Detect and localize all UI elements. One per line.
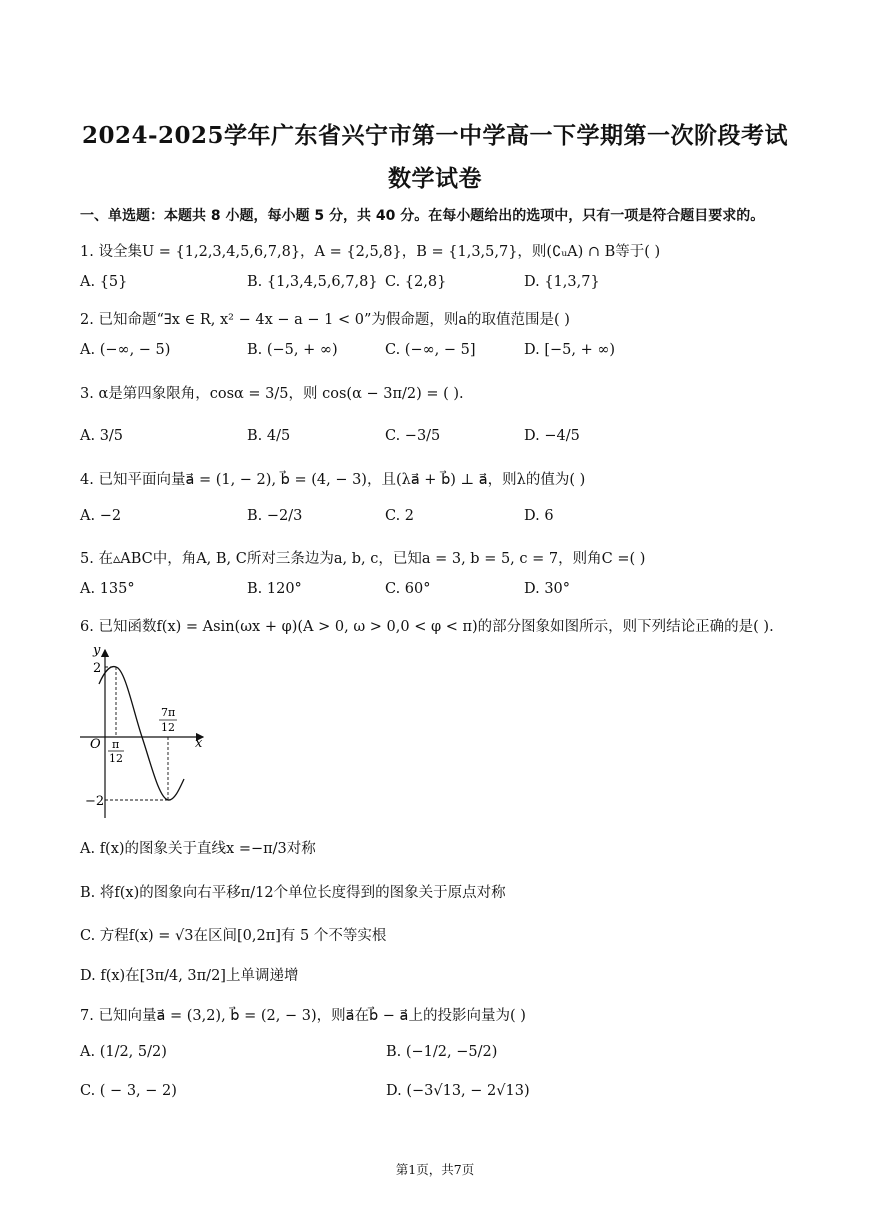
q1-option-c: C. {2,8} — [385, 274, 447, 290]
q7-option-d: D. (−3√13, − 2√13) — [386, 1083, 530, 1099]
q2-option-c: C. (−∞, − 5] — [385, 342, 476, 358]
x-axis-label: x — [195, 736, 203, 751]
sine-graph — [75, 640, 215, 820]
q7-option-b: B. (−1/2, −5/2) — [386, 1044, 498, 1060]
x-tick1-numerator: π — [112, 738, 120, 751]
q3-option-d: D. −4/5 — [524, 428, 580, 444]
q4-option-c: C. 2 — [385, 508, 415, 524]
q1-option-a: A. {5} — [80, 274, 128, 290]
q1-option-d: D. {1,3,7} — [524, 274, 600, 290]
page-subtitle: 数学试卷 — [388, 165, 482, 192]
q3-option-b: B. 4/5 — [247, 428, 291, 444]
x-tick1-denominator: 12 — [109, 752, 123, 765]
question-2: 2. 已知命题“∃x ∈ R, x² − 4x − a − 1 < 0”为假命题，则a的取值范围是( ) — [80, 312, 570, 328]
q4-option-b: B. −2/3 — [247, 508, 303, 524]
q6-option-b: B. 将f(x)的图象向右平移π/12个单位长度得到的图象关于原点对称 — [80, 885, 506, 901]
x-tick2-numerator: 7π — [161, 706, 176, 719]
origin-label: O — [90, 737, 101, 752]
q5-option-a: A. 135° — [80, 581, 135, 597]
q5-option-d: D. 30° — [524, 581, 571, 597]
q5-option-c: C. 60° — [385, 581, 431, 597]
question-7: 7. 已知向量a⃗ = (3,2), b⃗ = (2, − 3)，则a⃗在b⃗ − a⃗上的投影向量为( ) — [80, 1008, 526, 1024]
y-max-label: 2 — [93, 661, 102, 676]
q6-option-d: D. f(x)在[3π/4, 3π/2]上单调递增 — [80, 968, 299, 984]
x-tick2-denominator: 12 — [161, 721, 175, 734]
page-footer: 第1页，共7页 — [395, 1162, 475, 1177]
section-heading: 一、单选题：本题共 8 小题，每小题 5 分，共 40 分。在每小题给出的选项中，只有一项是符合题目要求的。 — [80, 208, 765, 224]
y-min-label: −2 — [85, 794, 105, 809]
q6-option-a: A. f(x)的图象关于直线x =−π/3对称 — [80, 841, 316, 857]
q4-option-d: D. 6 — [524, 508, 554, 524]
q7-option-c: C. ( − 3, − 2) — [80, 1083, 177, 1099]
q6-option-c: C. 方程f(x) = √3在区间[0,2π]有 5 个不等实根 — [80, 928, 387, 944]
question-3: 3. α是第四象限角，cosα = 3/5，则 cos(α − 3π/2) = ( ). — [80, 386, 464, 402]
question-4: 4. 已知平面向量a⃗ = (1, − 2), b⃗ = (4, − 3)，且(λa⃗ + b⃗) ⊥ a⃗，则λ的值为( ) — [80, 472, 586, 488]
q7-option-a: A. (1/2, 5/2) — [80, 1044, 167, 1060]
question-6: 6. 已知函数f(x) = Asin(ωx + φ)(A > 0, ω > 0,0 < φ < π)的部分图象如图所示，则下列结论正确的是( ). — [80, 619, 774, 635]
q2-option-d: D. [−5, + ∞) — [524, 342, 616, 358]
y-axis-label: y — [93, 643, 101, 658]
q2-option-a: A. (−∞, − 5) — [80, 342, 171, 358]
question-1: 1. 设全集U = {1,2,3,4,5,6,7,8}，A = {2,5,8}，B = {1,3,5,7}，则(∁ᵤA) ∩ B等于( ) — [80, 244, 661, 260]
q4-option-a: A. −2 — [80, 508, 122, 524]
q5-option-b: B. 120° — [247, 581, 302, 597]
q3-option-a: A. 3/5 — [80, 428, 124, 444]
question-5: 5. 在▵ABC中，角A, B, C所对三条边为a, b, c，已知a = 3, b = 5, c = 7，则角C =( ) — [80, 551, 646, 567]
q2-option-b: B. (−5, + ∞) — [247, 342, 338, 358]
q1-option-b: B. {1,3,4,5,6,7,8} — [247, 274, 378, 290]
q3-option-c: C. −3/5 — [385, 428, 441, 444]
page-title: 2024-2025学年广东省兴宁市第一中学高一下学期第一次阶段考试 — [81, 122, 789, 149]
